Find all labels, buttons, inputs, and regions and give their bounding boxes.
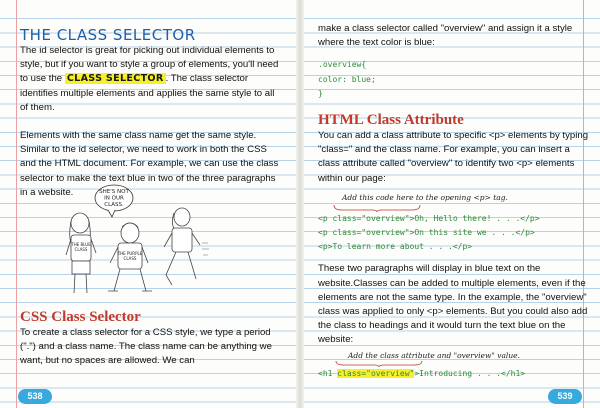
html-class-attribute-heading: HTML Class Attribute [318,112,464,129]
left-margin-line [16,0,17,408]
page-number-right: 539 [548,389,582,404]
students-illustration [60,183,210,301]
html-code-line-3: <p>To learn more about . . .</p> [318,242,473,252]
css-class-selector-heading: CSS Class Selector [20,309,141,325]
h1-code-start: <h1 [318,368,338,378]
html-code-block [318,212,590,255]
shirt-middle-line-1: THE PURPLE [117,251,143,256]
css-code-line-3: } [318,88,323,98]
shirt-left-line-2: CLASS [74,247,88,252]
left-page-content [20,0,282,200]
speech-bubble-tail [108,210,115,217]
shirt-middle-line-2: CLASS [123,256,137,261]
h1-code-end: >Introducing . . .</h1> [414,368,526,378]
intro-paragraph [20,44,282,115]
motion-lines [202,243,209,255]
speech-line-1: SHE'S NOT [99,189,129,195]
class-selector-highlight: CLASS SELECTOR [66,73,164,85]
girl-right-figure [164,208,200,285]
html-code-line-2: <p class="overview">On this site we . . .</p> [318,228,535,238]
annotation-brace-1 [332,204,422,212]
h1-code-line [318,367,590,381]
speech-line-3: CLASS. [104,202,124,208]
right-page [304,0,600,408]
shirt-left-line-1: THE BLUE [71,242,91,247]
html-code-line-1: <p class="overview">Oh, Hello there! . . .</p> [318,213,540,223]
page-number-left: 538 [18,389,52,404]
speech-line-2: IN OUR [104,195,124,202]
book-gutter [296,0,304,408]
page-title: THE CLASS SELECTOR [20,26,196,44]
css-code-line-2: color: blue; [318,74,376,84]
css-code-line-1: .overview{ [318,60,367,70]
annotation-class-value: Add the class attribute and "overview" value. [348,350,520,360]
right-page-content [318,22,590,381]
css-code-block [318,58,590,101]
multiple-elements-paragraph: These two paragraphs will display in blue text on the website.Classes can be added to multiple elements, even if the elements are not the same type. In the example, the "overview" class was applied to only <p> elements. But you could also add the class to headings and it would turn the text blue on the website: [318,263,588,346]
girl-left-figure [66,213,96,293]
annotation-opening-tag: Add this code here to the opening <p> tag. [342,192,508,202]
left-page [0,0,296,408]
html-class-attribute-paragraph: You can add a class attribute to specific <p> elements by typing "class=" and the class name. For example, you can insert a class attribute called "overview" to identify two <p> elements within our page: [318,130,589,184]
overview-intro-paragraph: make a class selector called "overview" and assign it a style where the text color is blue: [318,23,573,49]
intro-text-end: . The class selector identifies multiple elements and applies the same style to all of them. [20,73,275,113]
css-class-selector-section [20,308,282,369]
intro-text-start: The id selector is great for picking out individual elements to style, but if you want to style a group of elements, you'll need to use the [20,45,279,85]
css-class-selector-paragraph: To create a class selector for a CSS style, we type a period (".") and a class name. The class name can be anything we want, but no spaces are allowed. We can [20,327,272,367]
class-attribute-highlight: class="overview" [337,368,415,378]
elements-paragraph: Elements with the same class name get the same style. Similar to the id selector, we need to work in both the CSS and the HTML document. For example, we can use the class selector to make the text blue in two of the three paragraphs in a website. [20,130,279,198]
